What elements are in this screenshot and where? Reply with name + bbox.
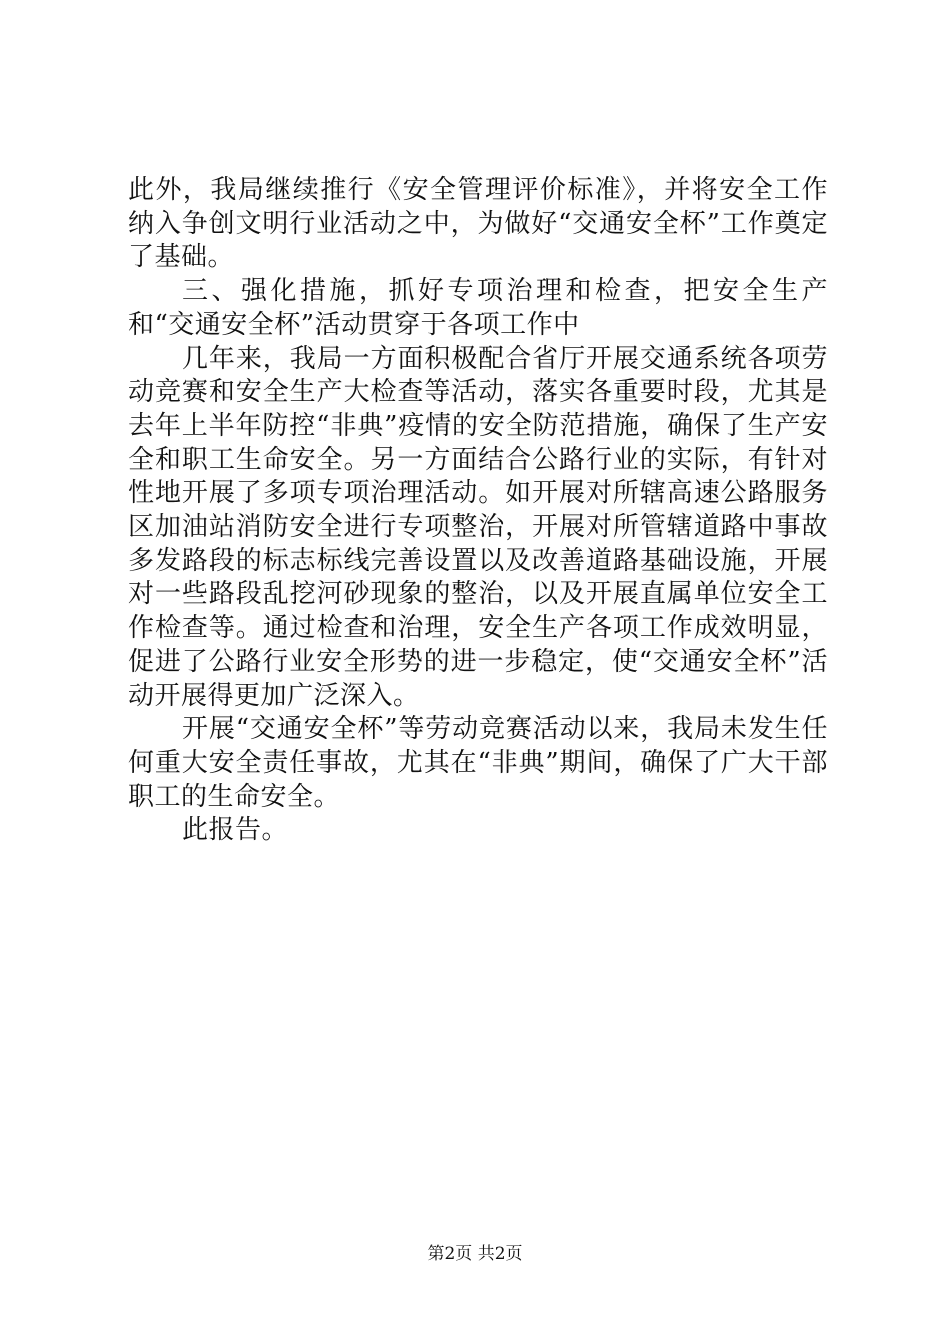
document-body: [128, 174, 828, 848]
page-number-footer: 第2页 共2页: [427, 1244, 523, 1264]
paragraph-report-closing: 此报告。: [182, 815, 289, 846]
section-heading-three: 三、强化措施，抓好专项治理和检查，把安全生产和“交通安全杯”活动贯穿于各项工作中: [128, 276, 828, 340]
paragraph-closing-continuation: 此外，我局继续推行《安全管理评价标准》，并将安全工作纳入争创文明行业活动之中，为做好“交通安全杯”工作奠定了基础。: [128, 175, 828, 273]
paragraph-special-governance: 几年来，我局一方面积极配合省厅开展交通系统各项劳动竞赛和安全生产大检查等活动，落实各重要时段，尤其是去年上半年防控“非典”疫情的安全防范措施，确保了生产安全和职工生命安全。另一方面结合公路行业的实际，有针对性地开展了多项专项治理活动。如开展对所辖高速公路服务区加油站消防安全进行专项整治，开展对所管辖道路中事故多发路段的标志标线完善设置以及改善道路基础设施，开展对一些路段乱挖河砂现象的整治，以及开展直属单位安全工作检查等。通过检查和治理，安全生产各项工作成效明显，促进了公路行业安全形势的进一步稳定，使“交通安全杯”活动开展得更加广泛深入。: [128, 343, 828, 711]
paragraph-safety-results: 开展“交通安全杯”等劳动竞赛活动以来，我局未发生任何重大安全责任事故，尤其在“非典”期间，确保了广大干部职工的生命安全。: [128, 714, 828, 812]
